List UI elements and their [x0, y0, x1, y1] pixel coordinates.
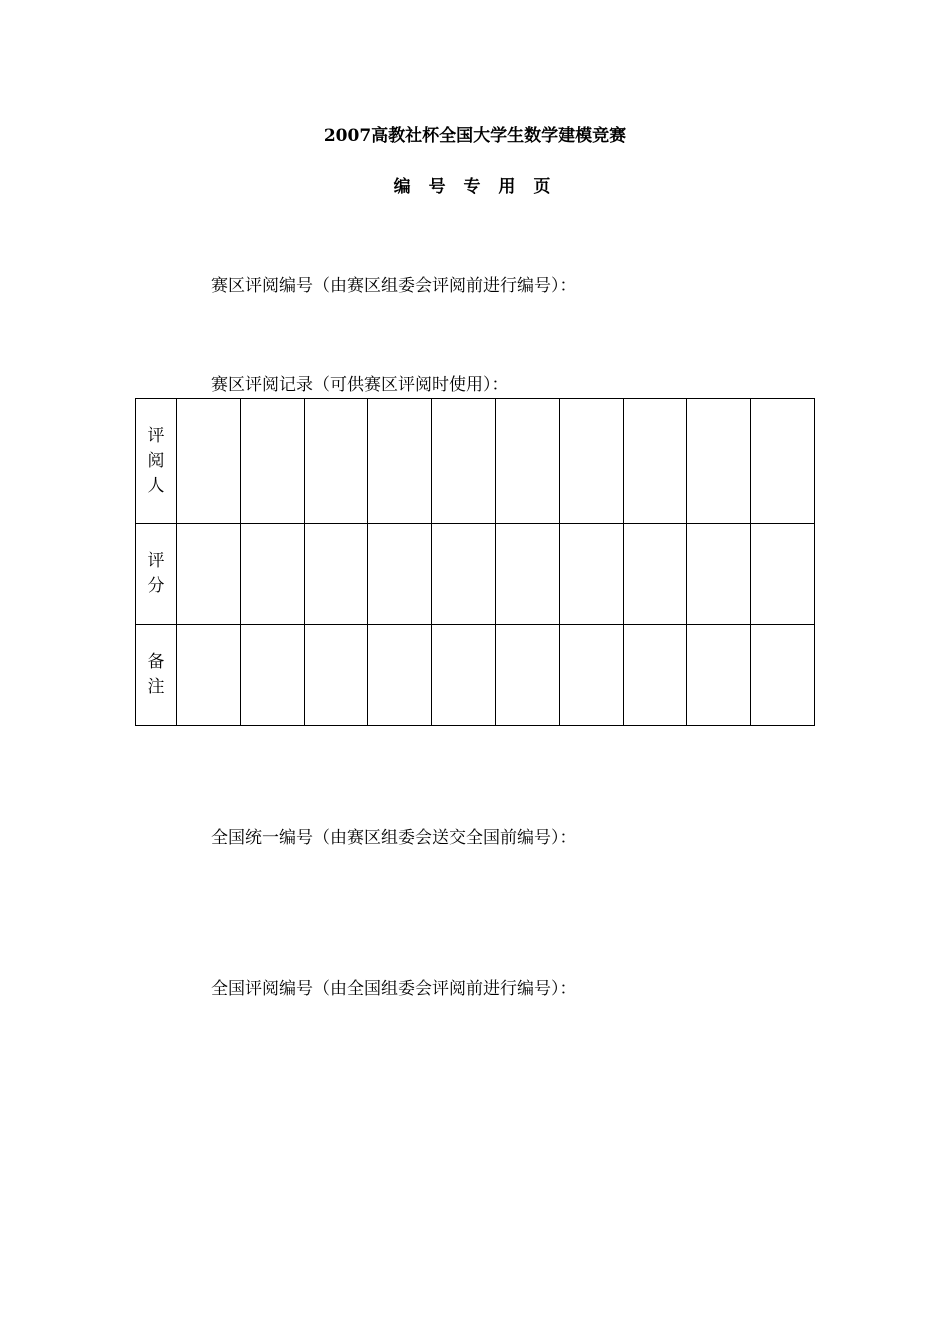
score-cell [304, 524, 368, 625]
reviewer-cell [495, 399, 559, 524]
reviewer-cell [751, 399, 815, 524]
page-title: 2007高教社杯全国大学生数学建模竞赛 [323, 126, 627, 146]
zone-review-number-label: 赛区评阅编号（由赛区组委会评阅前进行编号）： [211, 276, 577, 296]
reviewer-cell [304, 399, 368, 524]
notes-cell [559, 625, 623, 726]
notes-cell [751, 625, 815, 726]
notes-cell [304, 625, 368, 726]
notes-cell [368, 625, 432, 726]
reviewer-cell [432, 399, 496, 524]
score-cell [751, 524, 815, 625]
score-cell [687, 524, 751, 625]
score-cell [177, 524, 241, 625]
notes-cell [177, 625, 241, 726]
reviewer-cell [623, 399, 687, 524]
score-cell [623, 524, 687, 625]
score-cell [432, 524, 496, 625]
notes-cell [432, 625, 496, 726]
reviewer-cell [559, 399, 623, 524]
row-header-notes: 备注 [136, 625, 177, 726]
notes-cell [687, 625, 751, 726]
zone-review-record-label: 赛区评阅记录（可供赛区评阅时使用）： [211, 375, 509, 395]
table-row-reviewer [136, 399, 815, 524]
national-review-number-label: 全国评阅编号（由全国组委会评阅前进行编号）： [211, 979, 577, 999]
table-row-score [136, 524, 815, 625]
reviewer-cell [687, 399, 751, 524]
reviewer-cell [177, 399, 241, 524]
notes-cell [623, 625, 687, 726]
row-header-reviewer: 评阅人 [136, 399, 177, 524]
page-subtitle: 编 号 专 用 页 [393, 177, 557, 197]
reviewer-cell [368, 399, 432, 524]
score-cell [559, 524, 623, 625]
table-row-notes [136, 625, 815, 726]
score-cell [495, 524, 559, 625]
score-cell [240, 524, 304, 625]
notes-cell [240, 625, 304, 726]
row-header-score: 评分 [136, 524, 177, 625]
national-unified-number-label: 全国统一编号（由赛区组委会送交全国前编号）： [211, 828, 577, 848]
notes-cell [495, 625, 559, 726]
reviewer-cell [240, 399, 304, 524]
review-record-table [135, 398, 815, 726]
score-cell [368, 524, 432, 625]
